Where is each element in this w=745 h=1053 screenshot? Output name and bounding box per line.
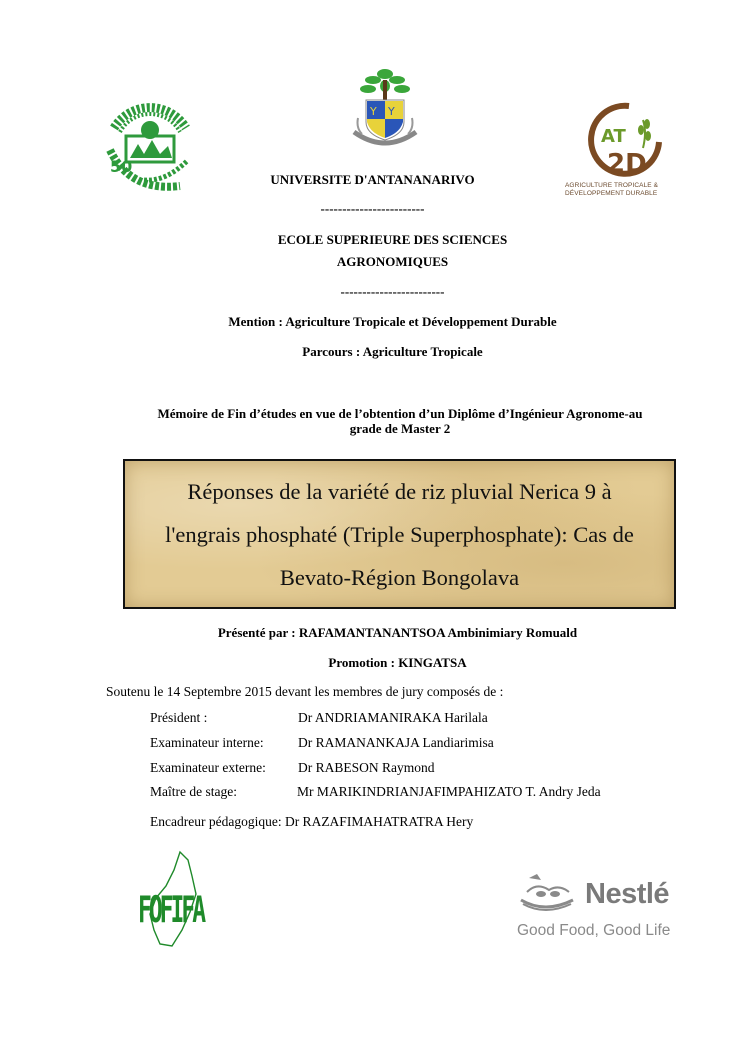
fofifa-logo (130, 850, 210, 950)
at2d-caption-line1: AGRICULTURE TROPICALE & (565, 182, 659, 189)
thesis-title-line2: l'engrais phosphaté (Triple Superphosphate): Cas de (165, 521, 634, 547)
defense-statement: Soutenu le 14 Septembre 2015 devant les membres de jury composés de : (106, 684, 504, 699)
promotion: Promotion : KINGATSA (328, 655, 467, 670)
university-logo (340, 62, 430, 160)
separator: ------------------------ (340, 284, 445, 299)
parcours: Parcours : Agriculture Tropicale (302, 344, 483, 359)
jury-role: Maître de stage: (150, 784, 237, 799)
university-name: UNIVERSITE D'ANTANANARIVO (270, 172, 475, 187)
memoire-line1: Mémoire de Fin d’études en vue de l’obtention d’un Diplôme d’Ingénieur Agronome-au (157, 406, 643, 421)
nestle-wordmark: Nestlé (585, 878, 670, 910)
mention: Mention : Agriculture Tropicale et Développement Durable (228, 314, 557, 329)
thesis-title-line3: Bevato-Région Bongolava (279, 564, 520, 590)
thesis-title-line1: Réponses de la variété de riz pluvial Nerica 9 à (187, 478, 612, 504)
separator: ------------------------ (320, 201, 425, 216)
jury-name: Dr ANDRIAMANIRAKA Harilala (298, 710, 488, 725)
thesis-title-box (123, 459, 676, 609)
svg-text:50: 50 (110, 157, 133, 176)
svg-text:FOFIFA: FOFIFA (138, 889, 204, 932)
jury-row (150, 784, 601, 800)
at2d-logo (565, 98, 677, 208)
jury-row (150, 735, 494, 751)
memoire-line2: grade de Master 2 (349, 421, 451, 436)
jury-name: Dr RAMANANKAJA Landiarimisa (298, 735, 494, 750)
jury-role: Examinateur externe: (150, 760, 266, 775)
jury-name: Dr RABESON Raymond (298, 760, 435, 775)
encadreur: Encadreur pédagogique: Dr RAZAFIMAHATRATRA Hery (150, 814, 474, 829)
svg-text:2D: 2D (607, 149, 647, 179)
svg-text:Y: Y (388, 105, 395, 118)
svg-text:Y: Y (370, 105, 377, 118)
nestle-tagline: Good Food, Good Life (517, 922, 671, 939)
nestle-logo (515, 870, 680, 945)
school-name-line1: ECOLE SUPERIEURE DES SCIENCES (277, 232, 508, 247)
presented-by: Présenté par : RAFAMANTANANTSOA Ambinimiary Romuald (217, 625, 578, 640)
nestle-nest-icon (515, 870, 581, 916)
jury-name: Mr MARIKINDRIANJAFIMPAHIZATO T. Andry Jeda (297, 784, 601, 799)
svg-text:AT: AT (601, 126, 626, 147)
at2d-caption-line2: DÉVELOPPEMENT DURABLE (565, 190, 658, 197)
jury-row (150, 710, 488, 726)
jury-role: Président : (150, 710, 208, 725)
school-name-line2: AGRONOMIQUES (336, 254, 449, 269)
jury-row (150, 760, 435, 776)
memoire-statement (100, 406, 700, 436)
jury-role: Examinateur interne: (150, 735, 264, 750)
